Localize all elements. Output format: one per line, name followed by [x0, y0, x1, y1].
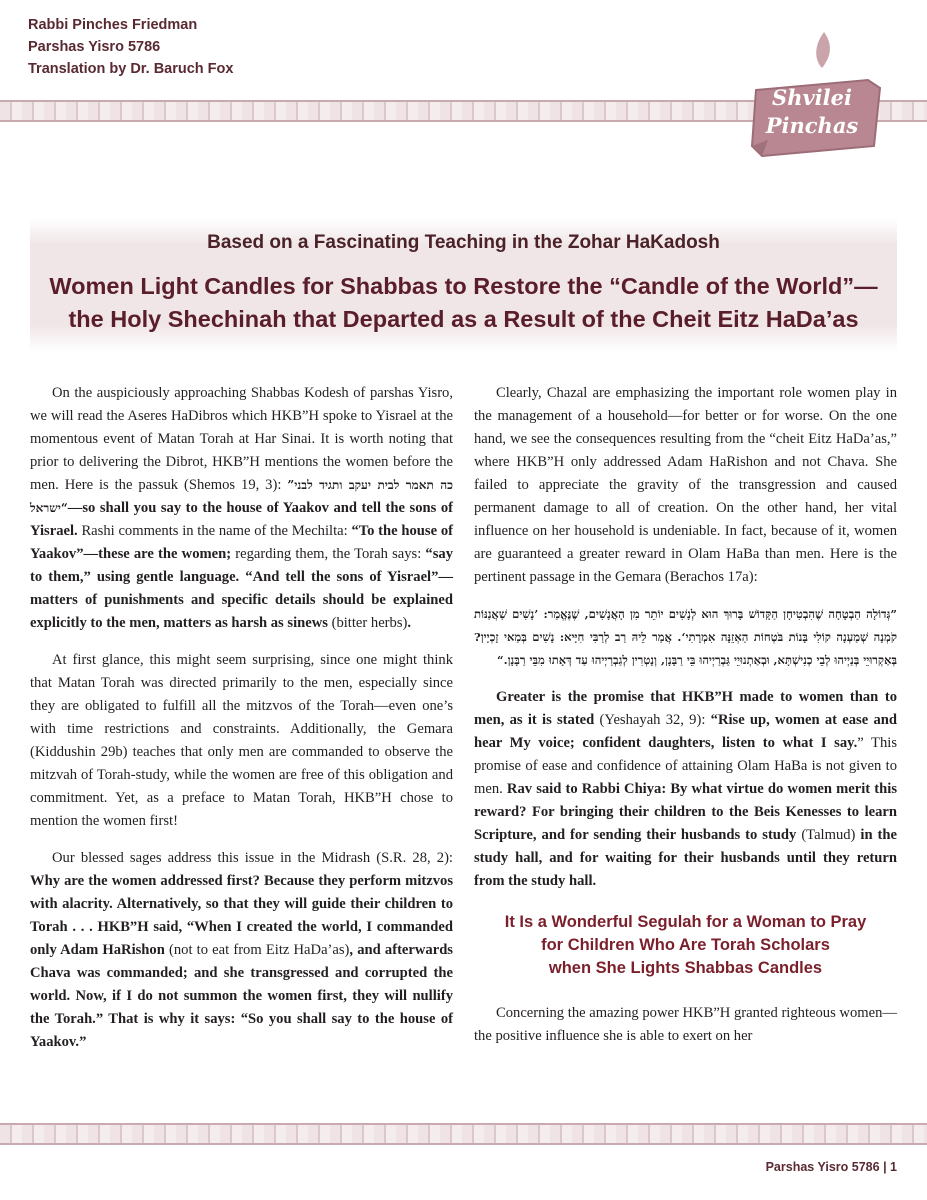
section-heading-line-1: It Is a Wonderful Segulah for a Woman to Pray: [504, 913, 867, 931]
footer-separator: |: [883, 1160, 887, 1174]
paragraph: [474, 686, 897, 893]
section-heading-line-2: for Children Who Are Torah Scholars: [541, 936, 830, 954]
page-title-line-1: Women Light Candles for Shabbas to Restore the “Candle of the World”—: [49, 273, 878, 299]
section-heading: [474, 911, 897, 980]
hebrew-quote-block: ”גְּדוֹלָה הַבְטָחָה שֶׁהִבְטִיחָן הַקָּדוֹשׁ בָּרוּךְ הוּא לְנָשִׁים יוֹתֵר מִן הָאֲנָשִׁים, שֶׁנֶּאֱמַר: ’נָשִׁים שַׁאֲנַנּוֹת קֹמְנָה שְׁמַעְנָה קוֹלִי בָּנוֹת בֹּטְחוֹת הַאְזֵנָּה אִמְרָתִי‘. אֲמַר לֵיהּ רַב לְרַבִּי חִיָּיא: נָשִׁים בְּמַאי זָכְיָין? בְּאַקְרוּיֵי בְּנַיְיהוּ לְבֵי כְנִישְׁתָּא, וּבְאַתְנוּיֵי גַּבְרַיְיהוּ בֵּי רַבָּנָן, וְנָטְרִין לְגַבְרַיְיהוּ עַד דְּאָתוּ מִבֵּי רַבָּנָן.“: [474, 607, 897, 667]
bold-run: Rav said to Rabbi Chiya: By what virtue do women merit this reward? For bringing their children to the Beis Kenesses to learn Scripture, and for sending their husbands to study: [474, 781, 897, 843]
bold-run: “Rise up, women at ease and hear My voice; confident daughters, listen to what I say.: [474, 712, 897, 751]
paragraph: [30, 847, 453, 1054]
bold-run: “To the house of Yaakov”—these are the women;: [30, 523, 453, 562]
right-column: [474, 382, 897, 1062]
logo-line-1: Shvilei: [772, 85, 852, 110]
left-column: [30, 382, 453, 1068]
bold-run: —so shall you say to the house of Yaakov and tell the sons of Yisrael.: [30, 500, 453, 539]
page-number: 1: [890, 1160, 897, 1174]
bold-run: in the study hall, and for waiting for their husbands until they return from the study hall.: [474, 827, 897, 889]
text-run: (not to eat from Eitz HaDa’as): [164, 942, 350, 958]
bold-run: Greater is the promise that HKB”H made to women than to men, as it is stated: [474, 689, 897, 728]
footer-parsha: Parshas Yisro 5786: [765, 1160, 880, 1174]
logo-candle-flame: [816, 32, 830, 68]
logo-text: [752, 84, 872, 140]
hebrew-quote-inline: ”כה תאמר לבית יעקב ותגיד לבני ישראל“: [30, 478, 454, 515]
bold-run: , and afterwards Chava was commanded; and she transgressed and corrupted the world. Now, if I do not summon the women first, they will nullify the Torah.” That is why it says: “So you shall say to the house of Yaakov.”: [30, 942, 453, 1050]
text-run: On the auspiciously approaching Shabbas Kodesh of parshas Yisro, we will read the Aseres HaDibros which HKB”H spoke to Yisrael at the momentous event of Matan Torah at Har Sinai. It is worth noting that prior to delivering the Dibrot, HKB”H mentions the women before the men. Here is the passuk (Shemos 19, 3):: [30, 385, 453, 493]
paragraph: [30, 382, 453, 635]
parsha-name: Parshas Yisro 5786: [28, 39, 161, 55]
paragraph: Clearly, Chazal are emphasizing the important role women play in the management of a household—for better or for worse. On the one hand, we see the consequences resulting from the “cheit Eitz HaDa’as,” where HKB”H only addressed Adam HaRishon and not Chava. She failed to appreciate the gravity of the transgression and caused permanent damage to all of creation. On the other hand, her vital influence on her household is undeniable. In fact, because of it, women are guaranteed a greater reward in Olam HaBa than men. Here is the pertinent passage in the Gemara (Berachos 17a):: [474, 385, 897, 585]
text-run: (Yeshayah 32, 9):: [594, 712, 711, 728]
translator-credit: Translation by Dr. Baruch Fox: [28, 61, 234, 77]
subtitle: Based on a Fascinating Teaching in the Zohar HaKadosh: [207, 232, 720, 253]
text-run: (bitter herbs): [327, 615, 408, 631]
logo-line-2: Pinchas: [765, 113, 859, 138]
section-heading-line-3: when She Lights Shabbas Candles: [548, 959, 823, 977]
header-meta: [28, 14, 233, 80]
page-footer: [766, 1160, 897, 1174]
paragraph: At first glance, this might seem surprising, since one might think that Matan Torah was directed primarily to the men, especially since they are obligated to fulfill all the mitzvos of the Torah—even one’s with time restrictions and constraints. Additionally, the Gemara (Kiddushin 29b) teaches that only men are commanded to observe the mitzvah of Torah-study, while the women are free of this obligation and commitment. Yet, as a preface to Matan Torah, HKB”H chose to mention the women first!: [30, 652, 453, 829]
page-title: [30, 270, 897, 336]
text-run: (Talmud): [796, 827, 861, 843]
text-run: ” This promise of ease and confidence of attaining Olam HaBa is not given to men.: [474, 735, 897, 797]
text-run: Our blessed sages address this issue in the Midrash (S.R. 28, 2):: [52, 850, 453, 866]
page-title-line-2: the Holy Shechinah that Departed as a Result of the Cheit Eitz HaDa’as: [68, 306, 859, 332]
bold-run: “say to them,” using gentle language. “And tell the sons of Yisrael”—matters of punishments and specific details should be explained explicitly to the men, matters as harsh as sinews: [30, 546, 453, 631]
paragraph: Concerning the amazing power HKB”H granted righteous women—the positive influence she is able to exert on her: [474, 1005, 897, 1044]
text-run: Rashi comments in the name of the Mechilta:: [77, 523, 352, 539]
text-run: regarding them, the Torah says:: [231, 546, 426, 562]
title-block: [30, 218, 897, 352]
author-name: Rabbi Pinches Friedman: [28, 17, 198, 33]
decorative-band-bottom: [0, 1123, 927, 1145]
bold-run: .: [407, 615, 412, 631]
bold-run: Why are the women addressed first? Because they perform mitzvos with alacrity. Alternatively, so that they will guide their children to Torah . . . HKB”H said, “When I created the world, I commanded only Adam HaRishon: [30, 873, 453, 958]
